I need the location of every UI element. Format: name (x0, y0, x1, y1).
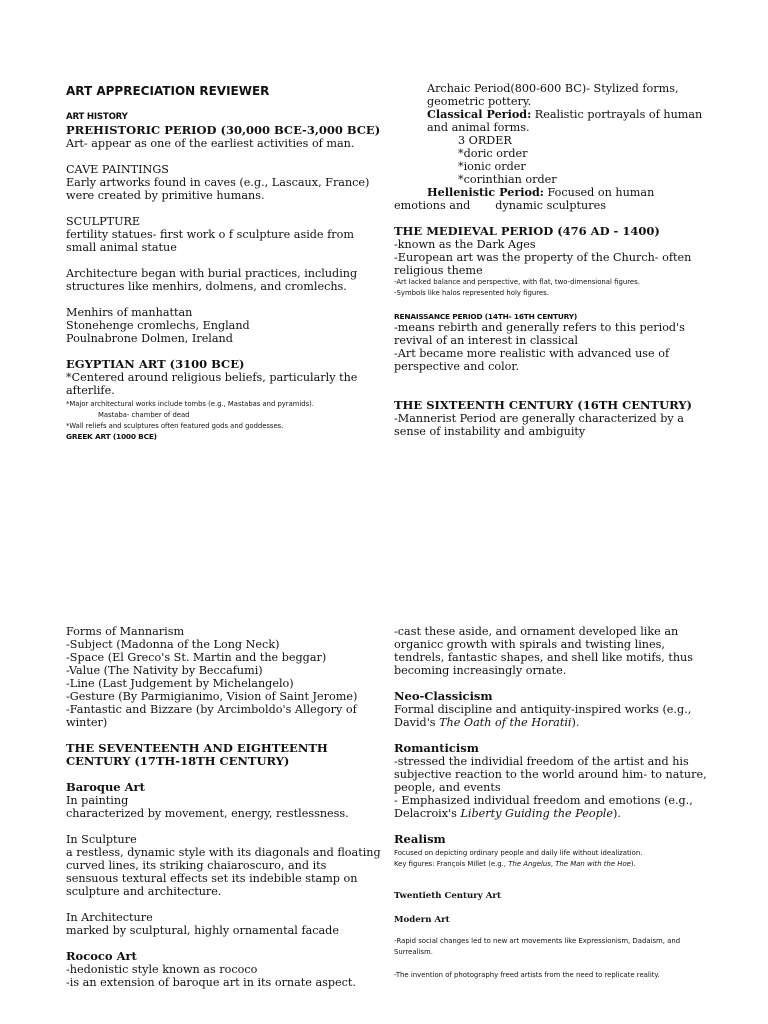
renaissance-text-4: perspective and color. (394, 360, 520, 373)
baroque-heading: Baroque Art (66, 780, 145, 794)
rom-text-post: ). (612, 807, 621, 820)
egyptian-heading: EGYPTIAN ART (3100 BCE) (66, 357, 245, 371)
romanticism-text-1: -stressed the individial freedom of the artist and his (394, 755, 689, 768)
baroque-painting-text: characterized by movement, energy, restlessness. (66, 807, 349, 820)
baroque-painting-label: In painting (66, 794, 129, 807)
neoclassicism-text-1: Formal discipline and antiquity-inspired works (e.g., (394, 703, 692, 716)
rococo-text-2: -is an extension of baroque art in its ornate aspect. (66, 976, 356, 989)
hellenistic-text-2: emotions and dynamic sculptures (394, 199, 606, 212)
romanticism-text-2: subjective reaction to the world around him- to nature, (394, 768, 707, 781)
form-subject: -Subject (Madonna of the Long Neck) (66, 638, 280, 651)
twentieth-century-heading: Twentieth Century Art (394, 891, 501, 901)
archaic-text-1: Archaic Period(800-600 BC)- Stylized forms, (427, 82, 679, 95)
sculpture-text-2: small animal statue (66, 241, 177, 254)
romanticism-text-4: - Emphasized individual freedom and emotions (e.g., (394, 794, 693, 807)
bottom-right-column (394, 625, 724, 981)
liberty-guiding-title: Liberty Guiding the People (460, 807, 613, 820)
prehistoric-text: Art- appear as one of the earliest activities of man. (66, 137, 355, 150)
neo-text-pre: David's (394, 716, 440, 729)
architecture-text-1: Architecture began with burial practices, including (66, 267, 358, 280)
medieval-text-2: -European art was the property of the Church- often (394, 251, 692, 264)
baroque-architecture-label: In Architecture (66, 911, 153, 924)
greek-heading: GREEK ART (1000 BCE) (66, 432, 157, 441)
renaissance-text-1: -means rebirth and generally refers to this period's (394, 321, 685, 334)
romanticism-text-3: people, and events (394, 781, 501, 794)
form-fantastic-1: -Fantastic and Bizzare (by Arcimboldo's Allegory of (66, 703, 357, 716)
realism-text-1: Focused on depicting ordinary people and daily life without idealization. (394, 849, 643, 857)
hellenistic-line (394, 186, 724, 199)
sculpture-text-1: fertility statues- first work o f sculpture aside from (66, 228, 354, 241)
mannerism-forms-heading: Forms of Mannarism (66, 625, 185, 638)
egyptian-note-3: *Wall reliefs and sculptures often featured gods and goddesses. (66, 422, 284, 430)
rococo-cont-3: tendrels, fantastic shapes, and shell like motifs, thus (394, 651, 693, 664)
classical-text: Realistic portrayals of human (531, 108, 703, 121)
renaissance-text-2: revival of an interest in classical (394, 334, 578, 347)
baroque-sculpture-text-4: sculpture and architecture. (66, 885, 222, 898)
top-left-column (66, 84, 381, 441)
doric-order: *doric order (458, 147, 528, 160)
classical-text-2: and animal forms. (427, 121, 530, 134)
sixteenth-heading: THE SIXTEENTH CENTURY (16TH CENTURY) (394, 398, 693, 412)
document-title: ART APPRECIATION REVIEWER (66, 84, 270, 98)
ionic-order: *ionic order (458, 160, 526, 173)
seventeenth-heading-1: THE SEVENTEENTH AND EIGHTEENTH (66, 741, 328, 755)
modern-text-1: -Rapid social changes led to new art movements like Expressionism, Dadaism, and (394, 937, 681, 945)
realism-heading: Realism (394, 832, 446, 846)
rococo-text-1: -hedonistic style known as rococo (66, 963, 258, 976)
baroque-sculpture-text-1: a restless, dynamic style with its diagonals and floating (66, 846, 381, 859)
baroque-sculpture-text-3: sensuous textural effects set its indebible stamp on (66, 872, 358, 885)
stonehenge-text: Stonehenge cromlechs, England (66, 319, 250, 332)
hellenistic-text: Focused on human (543, 186, 655, 199)
art-history-label: ART HISTORY (66, 112, 128, 122)
seventeenth-heading-2: CENTURY (17TH-18TH CENTURY) (66, 754, 290, 768)
realism-post: ). (630, 860, 636, 868)
poulnabrone-text: Poulnabrone Dolmen, Ireland (66, 332, 233, 345)
medieval-note-2: -Symbols like halos represented holy figures. (394, 289, 549, 297)
realism-mid: , (550, 860, 556, 868)
menhirs-text: Menhirs of manhattan (66, 306, 193, 319)
romanticism-heading: Romanticism (394, 741, 479, 755)
rococo-cont-4: becoming increasingly ornate. (394, 664, 567, 677)
corinthian-order: *corinthian order (458, 173, 557, 186)
rococo-cont-2: organicc growth with spirals and twisting lines, (394, 638, 665, 651)
form-space: -Space (El Greco's St. Martin and the beggar) (66, 651, 327, 664)
modern-text-3: -The invention of photography freed artists from the need to replicate reality. (394, 971, 660, 979)
realism-pre: Key figures: François Millet (e.g., (394, 860, 509, 868)
neoclassicism-heading: Neo-Classicism (394, 689, 493, 703)
baroque-sculpture-label: In Sculpture (66, 833, 137, 846)
rococo-cont-1: -cast these aside, and ornament developed like an (394, 625, 679, 638)
hellenistic-label: Hellenistic Period: (427, 185, 544, 199)
egyptian-text-1: *Centered around religious beliefs, particularly the (66, 371, 358, 384)
modern-art-heading: Modern Art (394, 915, 450, 925)
form-fantastic-2: winter) (66, 716, 108, 729)
form-line: -Line (Last Judgement by Michelangelo) (66, 677, 294, 690)
modern-text-2: Surrealism. (394, 948, 433, 956)
sixteenth-text-1: -Mannerist Period are generally characterized by a (394, 412, 684, 425)
archaic-text-2: geometric pottery. (427, 95, 532, 108)
prehistoric-heading: PREHISTORIC PERIOD (30,000 BCE-3,000 BCE) (66, 123, 381, 137)
neoclassicism-text-2 (394, 716, 724, 729)
angelus-title: The Angelus (508, 860, 551, 868)
medieval-note-1: -Art lacked balance and perspective, with flat, two-dimensional figures. (394, 278, 640, 286)
form-gesture: -Gesture (By Parmigianimo, Vision of Saint Jerome) (66, 690, 358, 703)
baroque-architecture-text: marked by sculptural, highly ornamental facade (66, 924, 339, 937)
classical-line (394, 108, 724, 121)
rom-text-pre: Delacroix's (394, 807, 461, 820)
rococo-heading: Rococo Art (66, 949, 137, 963)
sixteenth-text-2: sense of instability and ambiguity (394, 425, 586, 438)
top-right-column (394, 82, 724, 438)
egyptian-text-2: afterlife. (66, 384, 115, 397)
cave-paintings-heading: CAVE PAINTINGS (66, 163, 169, 176)
neo-text-post: ). (571, 716, 580, 729)
bottom-left-column (66, 625, 381, 989)
baroque-sculpture-text-2: curved lines, its striking chaiaroscuro, and its (66, 859, 327, 872)
realism-text-2 (394, 859, 724, 870)
cave-text-1: Early artworks found in caves (e.g., Lascaux, France) (66, 176, 370, 189)
sculpture-heading: SCULPTURE (66, 215, 141, 228)
cave-text-2: were created by primitive humans. (66, 189, 265, 202)
medieval-text-1: -known as the Dark Ages (394, 238, 536, 251)
egyptian-note-2: Mastaba- chamber of dead (98, 411, 190, 419)
architecture-text-2: structures like menhirs, dolmens, and cromlechs. (66, 280, 347, 293)
form-value: -Value (The Nativity by Beccafumi) (66, 664, 263, 677)
man-with-hoe-title: The Man with the Hoe (555, 860, 631, 868)
romanticism-text-5 (394, 807, 724, 820)
renaissance-heading: RENAISSANCE PERIOD (14TH- 16TH CENTURY) (394, 312, 578, 321)
egyptian-note-1: *Major architectural works include tombs (e.g., Mastabas and pyramids). (66, 400, 314, 408)
oath-of-horatii-title: The Oath of the Horatii (439, 716, 572, 729)
orders-title: 3 ORDER (458, 134, 512, 147)
medieval-heading: THE MEDIEVAL PERIOD (476 AD - 1400) (394, 224, 660, 238)
medieval-text-3: religious theme (394, 264, 483, 277)
classical-label: Classical Period: (427, 107, 532, 121)
renaissance-text-3: -Art became more realistic with advanced use of (394, 347, 670, 360)
